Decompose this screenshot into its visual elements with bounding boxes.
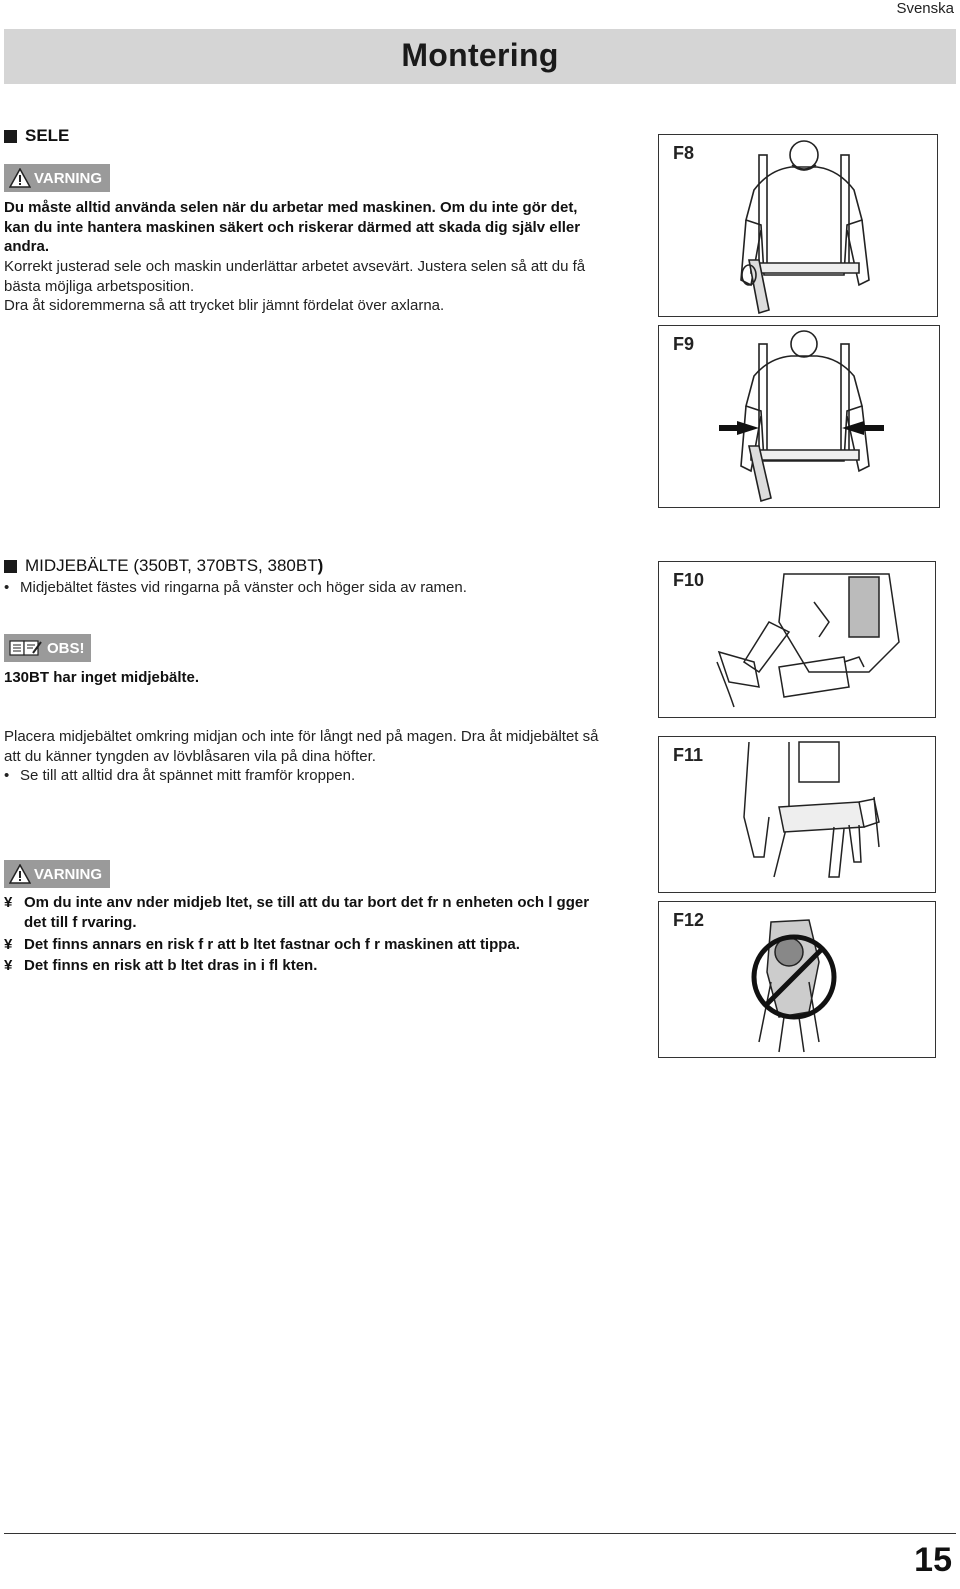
warning-label: VARNING: [34, 865, 103, 883]
figure-f9: [658, 325, 940, 508]
warning-text: Du måste alltid använda selen när du arbetar med maskinen. Om du inte gör det, kan du inte hantera maskinen säkert och riskerar därmed att skada dig själv eller andra.: [4, 199, 581, 255]
warning-label: VARNING: [34, 169, 103, 187]
section-heading-sele: [4, 126, 69, 146]
figure-label: F10: [673, 570, 705, 590]
harness-adjust-illustration: [659, 326, 941, 509]
bullet-text: Midjebältet fästes vid ringarna på vänster och höger sida av ramen.: [20, 579, 467, 596]
section-heading-text: SELE: [25, 126, 70, 145]
waist-belt-frame-illustration: [659, 562, 937, 719]
midjebalte-paragraph: Placera midjebältet omkring midjan och inte för långt ned på magen. Dra åt midjebältet så att du känner tyngden av lövblåsaren vila på dina höfter.: [4, 728, 599, 765]
figure-label: F11: [673, 745, 704, 765]
footer-divider: [4, 1533, 956, 1534]
figure-label: F12: [673, 910, 705, 930]
square-bullet-icon: [4, 130, 17, 143]
warning-item-text: Det finns annars en risk f r att b ltet fastnar och f r maskinen att tippa.: [24, 936, 520, 953]
page-title: Montering: [401, 37, 559, 73]
warning-triangle-icon: [9, 864, 31, 884]
warning-marker: ¥: [4, 936, 13, 953]
warning-badge: [4, 860, 110, 888]
bullet-item: [4, 766, 604, 786]
bullet-item: [4, 578, 604, 598]
book-note-icon: [9, 639, 43, 657]
section-heading-prefix: MIDJEBÄLTE (: [25, 556, 139, 575]
bullet-marker: •: [4, 579, 10, 596]
figure-f11: [658, 736, 936, 893]
warning-badge: [4, 164, 110, 192]
warning-marker: ¥: [4, 894, 13, 911]
harness-illustration: [659, 135, 939, 318]
note-label: OBS!: [47, 639, 85, 657]
prohibited-tipping-illustration: [659, 902, 937, 1059]
section-heading-midjebalte: [4, 556, 323, 576]
sele-paragraph-2: Dra åt sidoremmerna så att trycket blir jämnt fördelat över axlarna.: [4, 297, 445, 314]
square-bullet-icon: [4, 560, 17, 573]
figure-label: F8: [673, 143, 695, 163]
section-heading-suffix: ): [317, 556, 324, 575]
warning-item-text: Om du inte anv nder midjeb ltet, se till att du tar bort det fr n enheten och l gger det till f rvaring.: [24, 894, 590, 931]
page-number: 15: [914, 1541, 952, 1579]
figure-f8: [658, 134, 938, 317]
sele-paragraph-1: Korrekt justerad sele och maskin underlättar arbetet avsevärt. Justera selen så att du få bästa möjliga arbetsposition.: [4, 258, 586, 295]
note-badge: [4, 634, 91, 662]
warning-item-text: Det finns en risk att b ltet dras in i fl kten.: [24, 957, 318, 974]
figure-f10: [658, 561, 936, 718]
bullet-marker: •: [4, 767, 10, 784]
note-text: 130BT har inget midjebälte.: [4, 669, 200, 686]
warning-item: [4, 956, 594, 976]
section-heading-models: 350BT, 370BTS, 380BT: [138, 556, 318, 575]
warning-item: [4, 935, 594, 955]
language-label: Svenska: [896, 0, 954, 17]
figure-label: F9: [673, 334, 695, 354]
bullet-text: Se till att alltid dra åt spännet mitt framför kroppen.: [20, 767, 356, 784]
belt-fastening-illustration: [659, 737, 937, 894]
warning-marker: ¥: [4, 957, 13, 974]
warning-triangle-icon: [9, 168, 31, 188]
warning-item: [4, 893, 594, 932]
figure-f12: [658, 901, 936, 1058]
